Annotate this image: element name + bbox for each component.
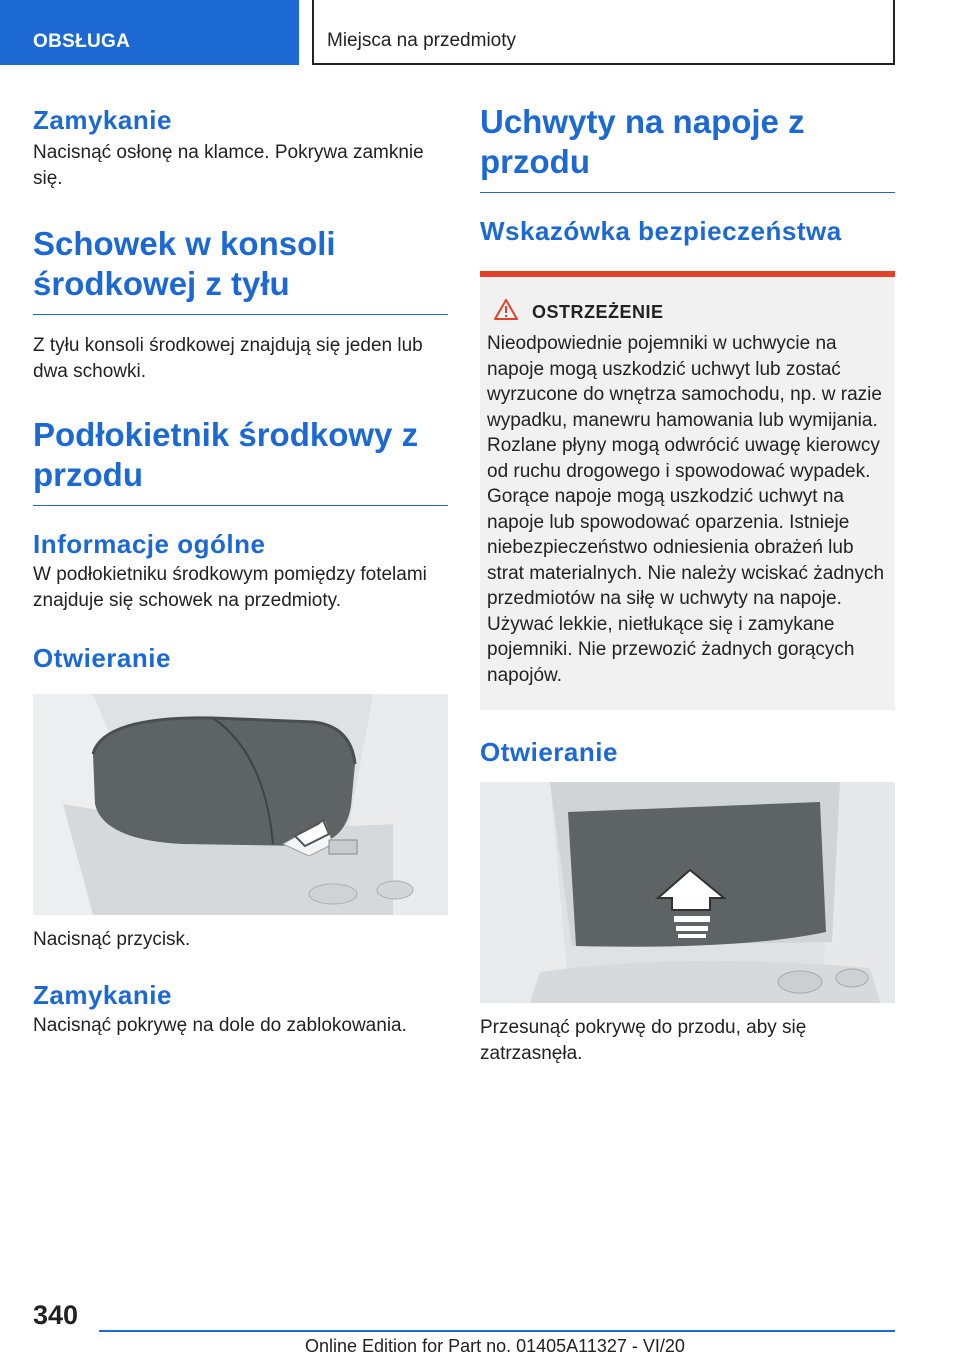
section-tab: OBSŁUGA: [0, 0, 299, 65]
opening-caption: Nacisnąć przycisk.: [33, 929, 191, 950]
opening-caption-right: Przesunąć pokrywę do przodu, aby się zatrzasnęła.: [480, 1017, 807, 1064]
cupholder-illustration: [480, 782, 895, 1003]
armrest-heading: Podłokietnik środkowy z przodu: [33, 415, 448, 506]
closing-text: Nacisnąć osłonę na klamce. Pokrywa zamknie się.: [33, 142, 424, 189]
right-column: [480, 100, 895, 1067]
warning-box: [480, 271, 895, 710]
footer-divider: [99, 1330, 895, 1332]
page-number: 340: [33, 1300, 79, 1330]
opening-heading: Otwieranie: [33, 643, 171, 673]
general-info-text: W podłokietniku środkowym pomiędzy fotelami znajduje się schowek na przedmioty.: [33, 564, 427, 611]
cupholder-heading: Uchwyty na napoje z przodu: [480, 102, 895, 193]
general-info-heading: Informacje ogólne: [33, 529, 266, 559]
armrest-illustration: [33, 694, 448, 915]
warning-triangle-icon: [494, 299, 518, 325]
safety-heading: Wskazówka bezpieczeństwa: [480, 216, 842, 246]
closing-heading: Zamykanie: [33, 105, 172, 135]
edition-footer: Online Edition for Part no. 01405A11327 - VI/20: [305, 1336, 685, 1356]
rear-console-heading: Schowek w konsoli środkowej z tyłu: [33, 224, 448, 315]
left-column: [33, 100, 448, 1039]
warning-text: Nieodpowiednie pojemniki w uchwycie na napoje mogą uszkodzić uchwyt lub zostać wyrzucone do wnętrza samochodu, np. w razie wypadku, manewru hamowania lub wymijania. Rozlane płyny mogą odwrócić uwagę kierowcy od ruchu drogowego i spowodować wypadek. Gorące napoje mogą uszkodzić uchwyt na napoje lub spowodować oparzenia. Istnieje niebezpieczeństwo odniesienia obrażeń lub strat materialnych. Nie należy wciskać żadnych przedmiotów na siłę w uchwyty na napoje. Używać lekkie, nietłukące się i zamykane pojemniki. Nie przewozić żadnych gorących napojów.: [487, 333, 885, 686]
warning-title-row: [494, 299, 887, 325]
closing2-heading: Zamykanie: [33, 980, 172, 1010]
warning-title: OSTRZEŻENIE: [532, 301, 664, 322]
chapter-title: Miejsca na przedmioty: [312, 0, 895, 65]
closing2-text: Nacisnąć pokrywę na dole do zablokowania.: [33, 1015, 407, 1036]
rear-console-text: Z tyłu konsoli środkowej znajdują się jeden lub dwa schowki.: [33, 335, 423, 382]
opening-heading-right: Otwieranie: [480, 737, 618, 767]
